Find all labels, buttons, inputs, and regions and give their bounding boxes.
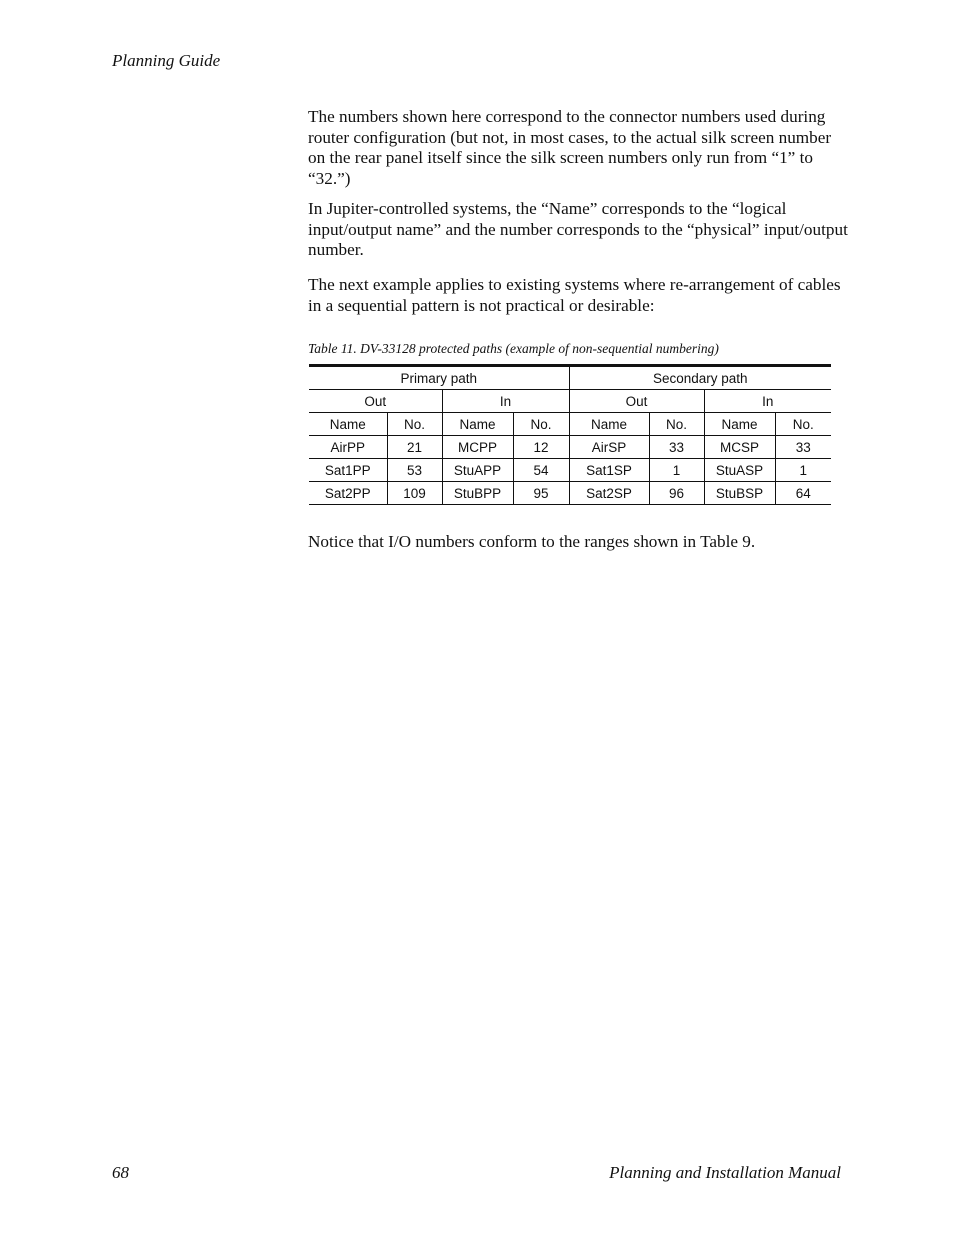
column-header: No. bbox=[387, 413, 442, 436]
table-cell: 54 bbox=[513, 459, 569, 482]
table-caption: Table 11. DV-33128 protected paths (example of non-sequential numbering) bbox=[308, 341, 719, 356]
sub-header-row bbox=[309, 390, 831, 413]
table-cell: Sat1SP bbox=[569, 459, 649, 482]
table-cell: 95 bbox=[513, 482, 569, 505]
secondary-out-header: Out bbox=[569, 390, 704, 413]
paragraph-connector-numbers: The numbers shown here correspond to the connector numbers used during router configuration (but not, in most cases, to the actual silk screen number on the rear panel itself since the silk screen numbers only run from “1” to “32.”) bbox=[308, 107, 832, 188]
table-cell: 1 bbox=[775, 459, 831, 482]
table-cell: Sat2PP bbox=[309, 482, 387, 505]
manual-title: Planning and Installation Manual bbox=[609, 1163, 841, 1182]
secondary-path-header: Secondary path bbox=[569, 366, 831, 390]
table-cell: MCPP bbox=[442, 436, 513, 459]
table-cell: StuASP bbox=[704, 459, 775, 482]
closing-end: . bbox=[750, 532, 756, 551]
primary-out-header: Out bbox=[309, 390, 442, 413]
column-header: Name bbox=[442, 413, 513, 436]
table-cell: 21 bbox=[387, 436, 442, 459]
paragraph-io-ranges bbox=[308, 532, 848, 553]
column-header: No. bbox=[513, 413, 569, 436]
table-cell: AirSP bbox=[569, 436, 649, 459]
secondary-in-header: In bbox=[704, 390, 831, 413]
column-header: Name bbox=[569, 413, 649, 436]
table-cell: 53 bbox=[387, 459, 442, 482]
table-row bbox=[309, 436, 831, 459]
table-cell: StuAPP bbox=[442, 459, 513, 482]
closing-text: Notice that I/O numbers conform to the ranges shown in bbox=[308, 532, 701, 551]
table-cell: StuBSP bbox=[704, 482, 775, 505]
table-cell: 1 bbox=[649, 459, 704, 482]
table-cell: 109 bbox=[387, 482, 442, 505]
table-row bbox=[309, 482, 831, 505]
column-header: No. bbox=[775, 413, 831, 436]
table-cell: 64 bbox=[775, 482, 831, 505]
table-9-link[interactable]: Table 9 bbox=[700, 532, 751, 551]
table-cell: 33 bbox=[775, 436, 831, 459]
table-cell: 12 bbox=[513, 436, 569, 459]
page-number: 68 bbox=[112, 1163, 129, 1182]
table-row bbox=[309, 459, 831, 482]
primary-path-header: Primary path bbox=[309, 366, 569, 390]
table-cell: Sat2SP bbox=[569, 482, 649, 505]
group-header-row bbox=[309, 366, 831, 390]
paragraph-next-example: The next example applies to existing systems where re-arrangement of cables in a sequential pattern is not practical or desirable: bbox=[308, 275, 841, 315]
table-cell: StuBPP bbox=[442, 482, 513, 505]
table-cell: 33 bbox=[649, 436, 704, 459]
column-header: Name bbox=[704, 413, 775, 436]
table-cell: AirPP bbox=[309, 436, 387, 459]
table-cell: MCSP bbox=[704, 436, 775, 459]
column-header: Name bbox=[309, 413, 387, 436]
column-header-row bbox=[309, 413, 831, 436]
paragraph-jupiter-names: In Jupiter-controlled systems, the “Name” corresponds to the “logical input/output name” and the number corresponds to the “physical” input/output number. bbox=[308, 199, 848, 259]
table-cell: Sat1PP bbox=[309, 459, 387, 482]
protected-paths-table bbox=[309, 364, 831, 505]
table-cell: 96 bbox=[649, 482, 704, 505]
primary-in-header: In bbox=[442, 390, 569, 413]
running-header: Planning Guide bbox=[112, 51, 221, 70]
column-header: No. bbox=[649, 413, 704, 436]
